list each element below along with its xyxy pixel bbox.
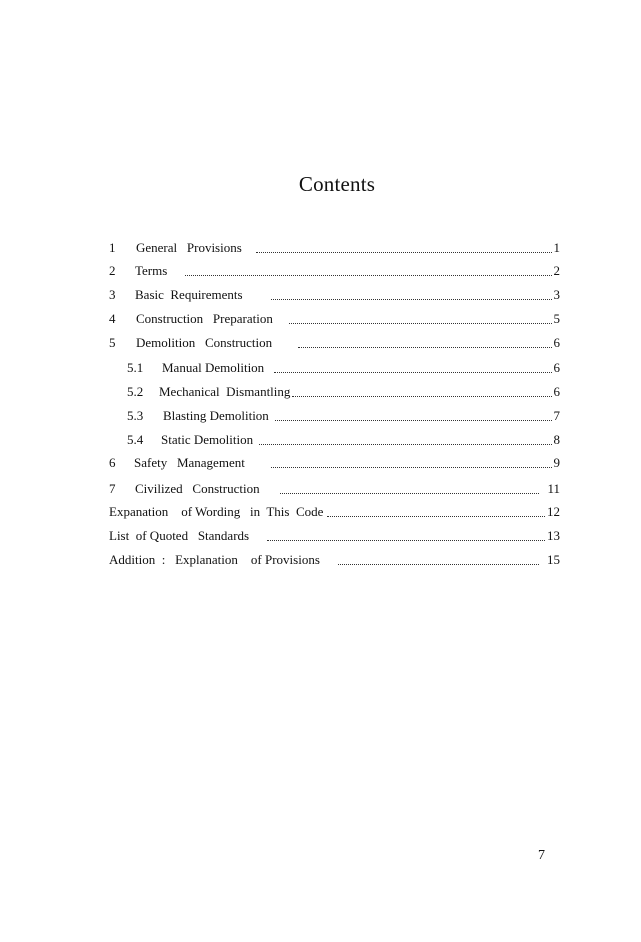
toc-entry-label: Manual Demolition [162,360,265,375]
toc-entry-label: Expanation of Wording in This Code [109,504,324,519]
toc-entry-5-2[interactable] [127,382,560,400]
toc-entry-1[interactable] [109,238,560,256]
toc-entry-page: 2 [553,263,560,278]
toc-leader-dots [274,360,551,373]
toc-leader-dots [292,384,551,397]
toc-entry-5-4[interactable] [127,430,560,448]
toc-entry-4[interactable] [109,309,560,327]
toc-entry-label: Terms [135,263,168,278]
toc-leader-dots [185,263,551,276]
page-title: Contents [298,172,376,196]
toc-entry-label: List of Quoted Standards [109,528,250,543]
toc-entry-label: Construction Preparation [136,311,273,326]
toc-leader-dots [267,528,545,541]
toc-entry-5-1[interactable] [127,358,560,376]
toc-entry-label: Civilized Construction [135,481,260,496]
toc-entry-number: 5.4 [127,432,144,447]
toc-leader-dots [256,240,552,253]
toc-entry-page: 5 [553,311,560,326]
toc-entry-page: 7 [553,408,560,423]
toc-leader-dots [327,504,545,517]
toc-entry-number: 5 [109,335,116,350]
toc-entry-7[interactable] [109,479,560,497]
toc-leader-dots [259,432,551,445]
toc-entry-number: 5.1 [127,360,144,375]
toc-entry-standards[interactable] [109,526,560,544]
toc-entry-3[interactable] [109,285,560,303]
toc-entry-label: General Provisions [136,240,242,255]
toc-leader-dots [271,287,552,300]
toc-leader-dots [298,335,551,348]
toc-entry-label: Demolition Construction [136,335,273,350]
toc-entry-label: Blasting Demolition [163,408,269,423]
toc-entry-page: 6 [553,335,560,350]
toc-entry-number: 2 [109,263,116,278]
toc-entry-page: 1 [553,240,560,255]
toc-entry-wording[interactable] [109,502,560,520]
toc-entry-page: 11 [547,481,560,496]
toc-entry-page: 9 [553,455,560,470]
toc-leader-dots [289,311,552,324]
toc-entry-explanation[interactable] [109,550,560,568]
toc-leader-dots [275,408,552,421]
toc-entry-5[interactable] [109,333,560,351]
toc-entry-6[interactable] [109,453,560,471]
toc-entry-number: 4 [109,311,116,326]
toc-entry-page: 6 [553,384,560,399]
toc-entry-number: 5.3 [127,408,144,423]
toc-entry-label: Basic Requirements [135,287,243,302]
toc-entry-number: 1 [109,240,116,255]
toc-leader-dots [338,552,539,565]
toc-entry-page: 12 [547,504,560,519]
toc-entry-number: 7 [109,481,116,496]
toc-entry-number: 6 [109,455,116,470]
toc-entry-page: 6 [553,360,560,375]
toc-entry-5-3[interactable] [127,406,560,424]
toc-entry-page: 3 [553,287,560,302]
page-number: 7 [538,848,545,863]
toc-entry-label: Safety Management [134,455,245,470]
toc-entry-number: 3 [109,287,116,302]
toc-entry-label: Static Demolition [161,432,254,447]
toc-entry-label: Addition : Explanation of Provisions [109,552,320,567]
toc-leader-dots [271,455,552,468]
toc-entry-2[interactable] [109,261,560,279]
toc-leader-dots [280,481,540,494]
toc-entry-page: 13 [547,528,560,543]
toc-entry-label: Mechanical Dismantling [159,384,291,399]
toc-entry-page: 15 [547,552,560,567]
toc-entry-page: 8 [553,432,560,447]
toc-entry-number: 5.2 [127,384,144,399]
